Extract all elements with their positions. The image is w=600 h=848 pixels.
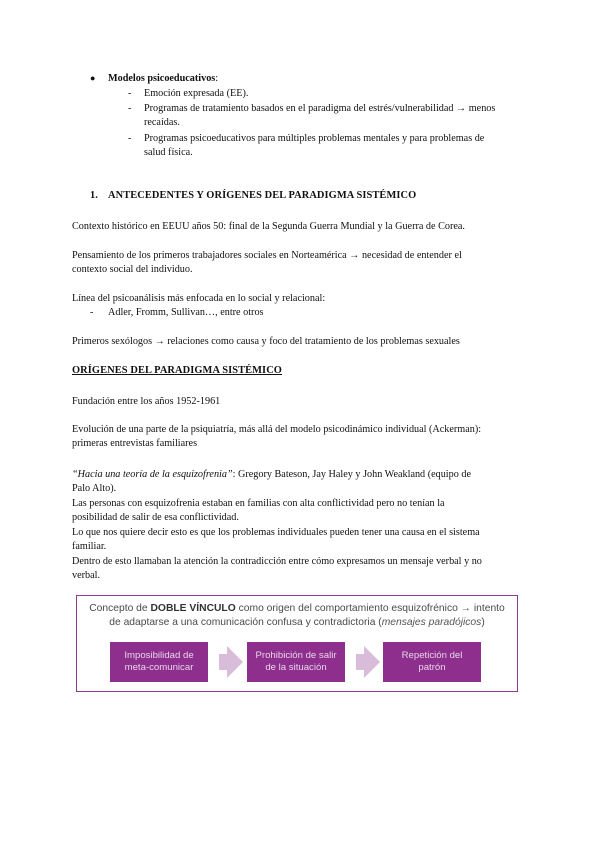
dash-marker: - (128, 103, 132, 114)
paragraph: Fundación entre los años 1952-1961 (72, 396, 221, 407)
paragraph: Lo que nos quiere decir esto es que los problemas individuales pueden tener una causa en el sistema (72, 527, 480, 538)
quote-authors: : Gregory Bateson, Jay Haley y John Weakland (equipo de (232, 469, 471, 480)
diagram-title-text: ) (481, 617, 485, 628)
paragraph-quote (72, 468, 471, 482)
diagram-arrow-bar (356, 654, 364, 670)
paragraph: Evolución de una parte de la psiquiatría, más allá del modelo psicodinámico individual (Ackerman): (72, 424, 482, 435)
list-item: Programas psicoeducativos para múltiples problemas mentales y para problemas de (144, 133, 485, 144)
diagram-title-bold: DOBLE VÍNCULO (150, 603, 236, 614)
paragraph: Línea del psicoanálisis más enfocada en lo social y relacional: (72, 293, 326, 304)
diagram-title (77, 602, 517, 630)
quote-title: “Hacia una teoría de la esquizofrenia” (72, 469, 233, 480)
dash-marker: - (90, 307, 94, 318)
section-number: 1. (90, 190, 98, 201)
bullet-psicoeducativos (108, 72, 218, 86)
list-item: Programas de tratamiento basados en el paradigma del estrés/vulnerabilidad → menos (144, 103, 496, 114)
paragraph: Primeros sexólogos → relaciones como causa y foco del tratamiento de los problemas sexuales (72, 336, 460, 347)
bullet-label: Modelos psicoeducativos (108, 73, 216, 84)
paragraph: verbal. (72, 570, 101, 581)
paragraph: Dentro de esto llamaban la atención la contradicción entre cómo expresamos un mensaje verbal y no (72, 556, 482, 567)
paragraph: posibilidad de salir de esa conflictividad. (72, 512, 239, 523)
list-item-continuation: recaídas. (144, 117, 180, 128)
diagram-title-italic: mensajes paradójicos (381, 617, 482, 628)
paragraph: Palo Alto). (72, 483, 117, 494)
diagram-step-box: Prohibición de salir de la situación (247, 642, 345, 682)
paragraph: Contexto histórico en EEUU años 50: final de la Segunda Guerra Mundial y la Guerra de Corea. (72, 221, 465, 232)
paragraph: familiar. (72, 541, 107, 552)
paragraph: primeras entrevistas familiares (72, 438, 198, 449)
paragraph: Las personas con esquizofrenia estaban en familias con alta conflictividad pero no tenían la (72, 498, 445, 509)
bullet-dot: ● (90, 73, 96, 83)
arrow-right-icon (364, 646, 380, 678)
arrow-right-icon (227, 646, 243, 678)
subsection-heading: ORÍGENES DEL PARADIGMA SISTÉMICO (72, 365, 282, 376)
dash-marker: - (128, 133, 132, 144)
section-heading: ANTECEDENTES Y ORÍGENES DEL PARADIGMA SISTÉMICO (108, 190, 417, 201)
bullet-colon: : (215, 73, 219, 84)
diagram-arrow-bar (219, 654, 227, 670)
list-item: Adler, Fromm, Sullivan…, entre otros (108, 307, 264, 318)
diagram-step-box: Repetición del patrón (383, 642, 481, 682)
paragraph: contexto social del individuo. (72, 264, 193, 275)
dash-marker: - (128, 88, 132, 99)
diagram-step-box: Imposibilidad de meta-comunicar (110, 642, 208, 682)
paragraph: Pensamiento de los primeros trabajadores sociales en Norteamérica → necesidad de entender el (72, 250, 462, 261)
diagram-title-text: Concepto de (89, 603, 151, 614)
double-bind-diagram (76, 595, 518, 692)
list-item-continuation: salud física. (144, 147, 193, 158)
diagram-title-text: como origen del comportamiento esquizofrénico → intento (235, 603, 505, 614)
list-item: Emoción expresada (EE). (144, 88, 249, 99)
diagram-title-text: de adaptarse a una comunicación confusa y contradictoria ( (109, 617, 382, 628)
